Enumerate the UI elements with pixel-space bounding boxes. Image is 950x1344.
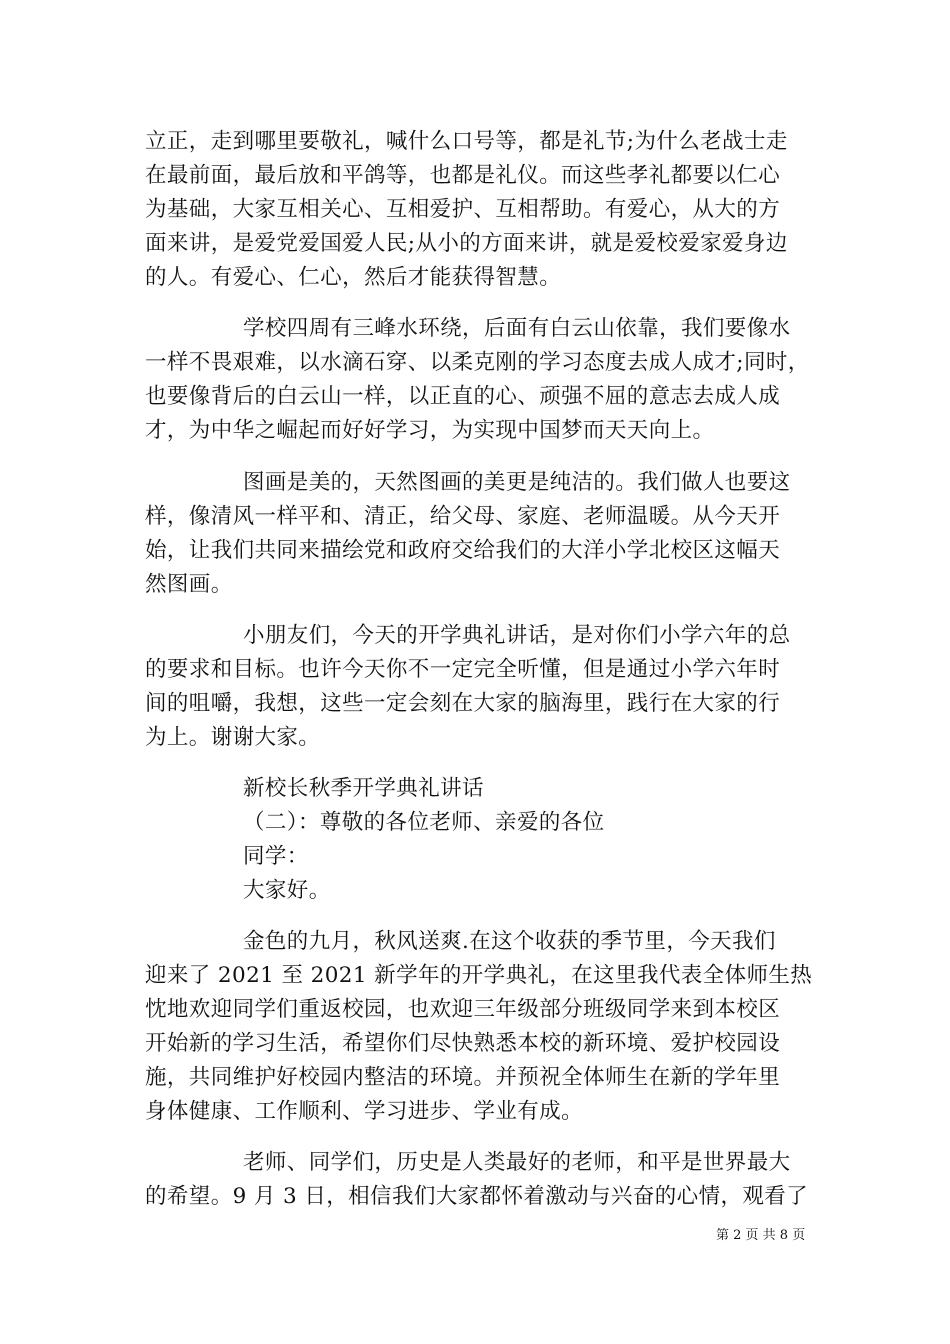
text-line: 同学：	[243, 844, 309, 869]
text-line: 身体健康、工作顺利、学习进步、学业有成。	[145, 1099, 584, 1124]
text-line: 为上。谢谢大家。	[145, 725, 321, 750]
text-line: 面来讲，是爱党爱国爱人民;从小的方面来讲，就是爱校爱家爱身边	[145, 231, 788, 256]
text-line: 迎来了 2021 至 2021 新学年的开学典礼，在这里我代表全体师生热	[145, 963, 813, 988]
text-line: 一样不畏艰难，以水滴石穿、以柔克刚的学习态度去成人成才;同时，	[145, 350, 810, 375]
text-line: 大家好。	[243, 878, 331, 903]
text-line: 然图画。	[145, 572, 233, 597]
text-line: 的要求和目标。也许今天你不一定完全听懂，但是通过小学六年时	[145, 657, 781, 682]
text-line: 始，让我们共同来描绘党和政府交给我们的大洋小学北校区这幅天	[145, 538, 781, 563]
text-line: 开始新的学习生活，希望你们尽快熟悉本校的新环境、爱护校园设	[145, 1031, 781, 1056]
text-line: 小朋友们，今天的开学典礼讲话，是对你们小学六年的总	[243, 623, 791, 648]
text-line: 学校四周有三峰水环绕，后面有白云山依靠，我们要像水	[243, 316, 791, 341]
text-line: 为基础，大家互相关心、互相爱护、互相帮助。有爱心，从大的方	[145, 197, 781, 222]
text-line: 间的咀嚼，我想，这些一定会刻在大家的脑海里，践行在大家的行	[145, 691, 781, 716]
text-line: 金色的九月，秋风送爽.在这个收获的季节里，今天我们	[243, 929, 776, 954]
text-line: 施，共同维护好校园内整洁的环境。并预祝全体师生在新的学年里	[145, 1065, 781, 1090]
text-line: 老师、同学们，历史是人类最好的老师，和平是世界最大	[243, 1150, 791, 1175]
text-line: 才，为中华之崛起而好好学习，为实现中国梦而天天向上。	[145, 418, 715, 443]
text-line: 立正，走到哪里要敬礼，喊什么口号等，都是礼节;为什么老战士走	[145, 129, 788, 154]
text-line: 的人。有爱心、仁心，然后才能获得智慧。	[145, 265, 562, 290]
page-number: 第 2 页 共 8 页	[716, 1228, 806, 1243]
text-line: 样，像清风一样平和、清正，给父母、家庭、老师温暖。从今天开	[145, 504, 781, 529]
text-line: 也要像背后的白云山一样，以正直的心、顽强不屈的意志去成人成	[145, 384, 781, 409]
text-line: 忱地欢迎同学们重返校园，也欢迎三年级部分班级同学来到本校区	[145, 997, 781, 1022]
text-line: 图画是美的，天然图画的美更是纯洁的。我们做人也要这	[243, 470, 791, 495]
section-title: 新校长秋季开学典礼讲话	[243, 776, 484, 801]
text-line: 在最前面，最后放和平鸽等，也都是礼仪。而这些孝礼都要以仁心	[145, 163, 781, 188]
text-line: 的希望。9 月 3 日，相信我们大家都怀着激动与兴奋的心情，观看了	[145, 1184, 809, 1209]
text-line: （二）：尊敬的各位老师、亲爱的各位	[243, 810, 605, 835]
